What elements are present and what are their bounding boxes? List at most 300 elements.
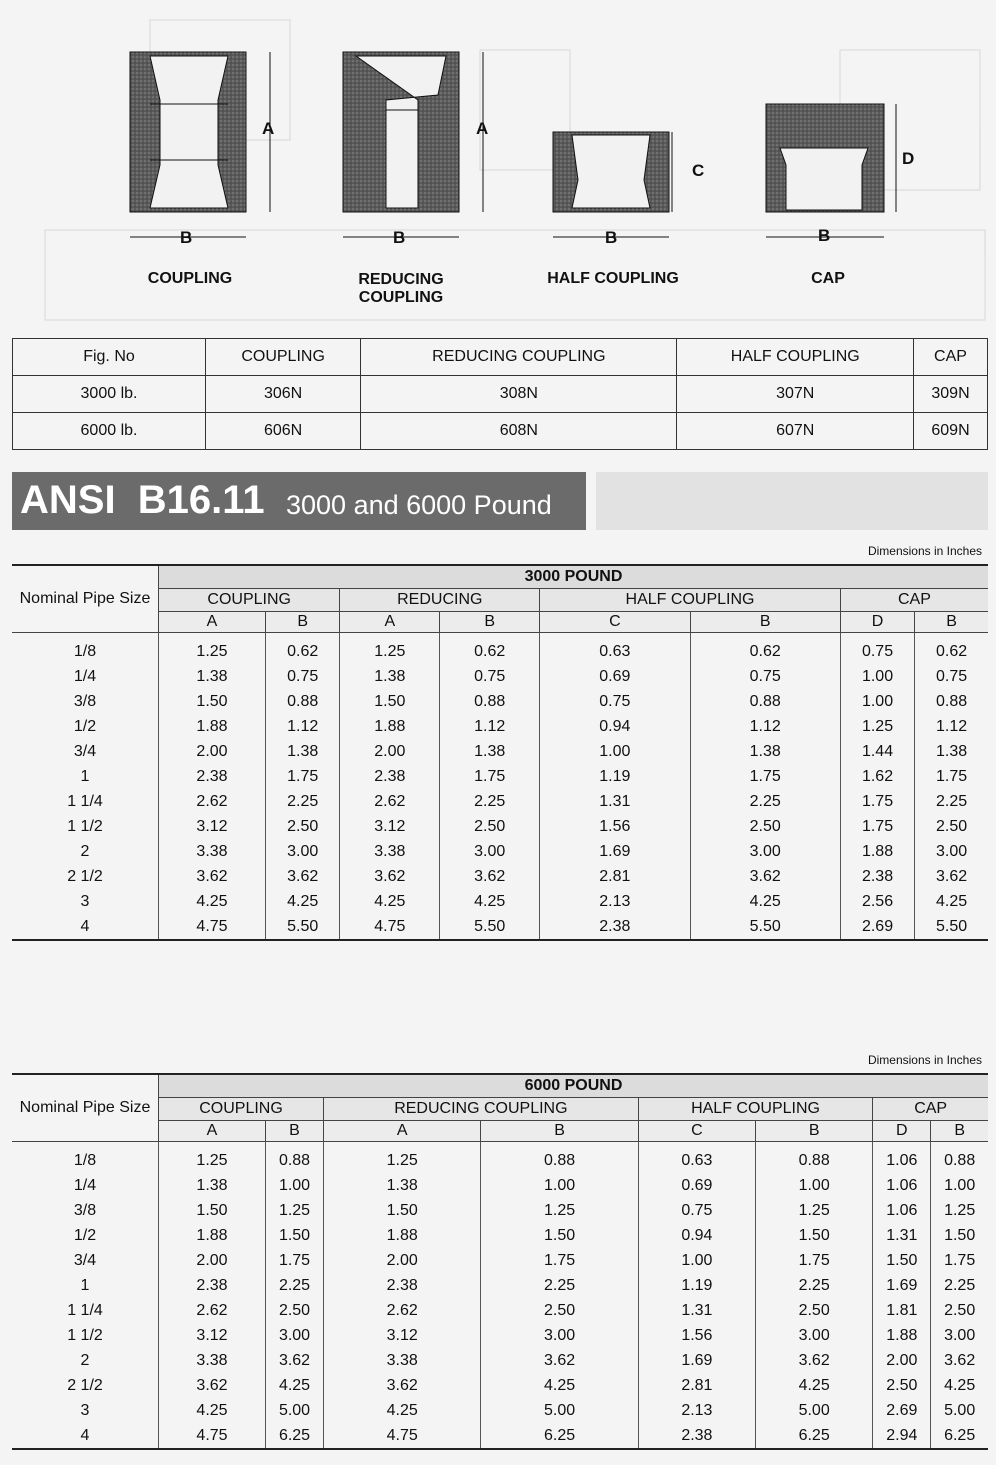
- dimension-cell: 2.50: [931, 1298, 988, 1323]
- dimension-cell: 1.75: [690, 764, 840, 789]
- dimension-cell: 1.75: [931, 1248, 988, 1273]
- dimension-cell: 1.50: [340, 689, 440, 714]
- dimension-cell: 2.25: [931, 1273, 988, 1298]
- column-header: D: [873, 1121, 931, 1142]
- dimension-cell: 0.88: [440, 689, 540, 714]
- column-header: B: [440, 612, 540, 633]
- dimension-cell: 1.38: [915, 739, 988, 764]
- dimension-cell: 3.00: [690, 839, 840, 864]
- reducing-coupling-caption: REDUCING COUPLING: [358, 271, 444, 306]
- dimension-cell: 1.69: [873, 1273, 931, 1298]
- half-coupling-drawing: [553, 132, 672, 237]
- dimension-cell: 3.38: [340, 839, 440, 864]
- table-row: [12, 689, 988, 714]
- dimension-cell: 2.50: [266, 814, 340, 839]
- banner-subtitle: 3000 and 6000 Pound: [286, 490, 552, 520]
- dimension-cell: 1.38: [159, 1173, 266, 1198]
- table-row: [12, 1198, 988, 1223]
- dimension-cell: 1.00: [266, 1173, 324, 1198]
- dimension-cell: 2.00: [324, 1248, 481, 1273]
- dimension-cell: 2.62: [159, 1298, 266, 1323]
- group-header: CAP: [840, 589, 988, 612]
- dimension-cell: 1.25: [840, 714, 914, 739]
- dimension-cell: 2.69: [873, 1398, 931, 1423]
- dimension-cell: 1.25: [159, 633, 266, 665]
- fitting-diagrams: [0, 0, 996, 330]
- column-header: A: [340, 612, 440, 633]
- dimension-cell: 1.69: [638, 1348, 755, 1373]
- dimension-cell: 3.00: [266, 839, 340, 864]
- nominal-pipe-size-header: Nominal Pipe Size: [12, 565, 159, 633]
- dimension-cell: 1.81: [873, 1298, 931, 1323]
- dimension-cell: 1.25: [159, 1142, 266, 1174]
- dimension-cell: 4.25: [440, 889, 540, 914]
- table-row: [13, 376, 988, 413]
- dimension-cell: 1.75: [840, 814, 914, 839]
- table-row: [12, 889, 988, 914]
- table-header-row: [13, 339, 988, 376]
- dimension-cell: 2.50: [873, 1373, 931, 1398]
- dimension-cell: 3.62: [481, 1348, 638, 1373]
- dimension-cell: 4.25: [690, 889, 840, 914]
- dimension-cell: 1.00: [840, 689, 914, 714]
- dimension-cell: 2.38: [159, 764, 266, 789]
- dimension-cell: 3.12: [159, 1323, 266, 1348]
- table-cell: 308N: [361, 376, 677, 413]
- dimension-cell: 2.62: [324, 1298, 481, 1323]
- dimension-cell: 2.50: [915, 814, 988, 839]
- dimension-cell: 5.00: [931, 1398, 988, 1423]
- dimension-cell: 0.88: [266, 689, 340, 714]
- pipe-size-cell: 1 1/4: [67, 1301, 103, 1319]
- dimension-cell: 4.25: [915, 889, 988, 914]
- cap-dim-b: B: [818, 226, 831, 245]
- dimension-cell: 1.00: [840, 664, 914, 689]
- dimension-cell: 1.00: [540, 739, 690, 764]
- dimension-cell: 0.63: [540, 633, 690, 665]
- dimension-cell: 4.75: [340, 914, 440, 940]
- dimension-cell: 2.38: [324, 1273, 481, 1298]
- group-header: COUPLING: [159, 1098, 324, 1121]
- dimension-cell: 2.81: [540, 864, 690, 889]
- pipe-size-cell: 1/8: [73, 642, 97, 660]
- dimension-cell: 1.06: [873, 1173, 931, 1198]
- table-cell: 307N: [677, 376, 914, 413]
- dimension-cell: 2.25: [440, 789, 540, 814]
- table-row: [12, 814, 988, 839]
- pipe-size-cell: 1/4: [73, 667, 97, 685]
- dimension-cell: 5.00: [756, 1398, 873, 1423]
- dimension-cell: 0.75: [840, 633, 914, 665]
- dimension-cell: 1.56: [540, 814, 690, 839]
- dimension-cell: 2.25: [756, 1273, 873, 1298]
- dimension-cell: 0.88: [756, 1142, 873, 1174]
- table-cell: 607N: [677, 413, 914, 450]
- dimension-cell: 1.19: [540, 764, 690, 789]
- dimension-cell: 1.12: [266, 714, 340, 739]
- dimension-cell: 1.88: [159, 1223, 266, 1248]
- dimension-cell: 3.62: [690, 864, 840, 889]
- dimension-cell: 2.62: [340, 789, 440, 814]
- dimension-cell: 2.56: [840, 889, 914, 914]
- dimension-cell: 1.12: [915, 714, 988, 739]
- dimension-cell: 0.62: [690, 633, 840, 665]
- dimension-cell: 2.25: [266, 789, 340, 814]
- dimension-cell: 4.25: [324, 1398, 481, 1423]
- header-cell: HALF COUPLING: [677, 339, 914, 376]
- dimension-cell: 0.88: [266, 1142, 324, 1174]
- table-cell: 6000 lb.: [13, 413, 206, 450]
- dimension-cell: 1.50: [756, 1223, 873, 1248]
- dimension-cell: 1.06: [873, 1198, 931, 1223]
- table-row: [12, 1423, 988, 1449]
- dimension-cell: 3.62: [159, 864, 266, 889]
- dimension-cell: 5.50: [915, 914, 988, 940]
- dimension-cell: 1.50: [481, 1223, 638, 1248]
- dimension-cell: 4.25: [266, 1373, 324, 1398]
- pound-rating-header: 3000 POUND: [159, 565, 989, 589]
- coupling-drawing: [130, 52, 270, 237]
- dimension-cell: 0.88: [931, 1142, 988, 1174]
- dimension-cell: 1.50: [931, 1223, 988, 1248]
- dimension-cell: 3.62: [915, 864, 988, 889]
- header-cell: CAP: [914, 339, 988, 376]
- dimension-cell: 4.75: [159, 914, 266, 940]
- pipe-size-cell: 2: [80, 1351, 90, 1369]
- pipe-size-cell: 1/8: [73, 1151, 97, 1169]
- dimension-cell: 1.75: [840, 789, 914, 814]
- dimension-cell: 3.38: [159, 839, 266, 864]
- dimension-cell: 5.00: [266, 1398, 324, 1423]
- dimension-cell: 1.50: [324, 1198, 481, 1223]
- column-header: A: [324, 1121, 481, 1142]
- column-header: B: [690, 612, 840, 633]
- table-row: [12, 664, 988, 689]
- column-header: B: [481, 1121, 638, 1142]
- table-row: [12, 914, 988, 940]
- banner-ghost-strip: [596, 472, 988, 530]
- dimension-cell: 2.81: [638, 1373, 755, 1398]
- reducing-coupling-drawing: [343, 52, 483, 237]
- dimension-cell: 0.62: [915, 633, 988, 665]
- table-cell: 3000 lb.: [13, 376, 206, 413]
- pipe-size-cell: 4: [80, 1426, 90, 1444]
- dimension-cell: 2.25: [915, 789, 988, 814]
- table-row: [12, 1248, 988, 1273]
- dimension-table-6000: [12, 1073, 988, 1450]
- table-row: [12, 1398, 988, 1423]
- dimension-cell: 0.75: [266, 664, 340, 689]
- cap-caption: CAP: [811, 270, 845, 287]
- dimension-cell: 1.00: [638, 1248, 755, 1273]
- dimension-cell: 3.38: [324, 1348, 481, 1373]
- dimension-cell: 1.25: [324, 1142, 481, 1174]
- dimension-cell: 3.62: [756, 1348, 873, 1373]
- pipe-size-cell: 1: [80, 767, 90, 785]
- table-row: [12, 1348, 988, 1373]
- dimension-cell: 2.38: [340, 764, 440, 789]
- column-header: A: [159, 612, 266, 633]
- table-row: [12, 1373, 988, 1398]
- dimension-cell: 2.38: [840, 864, 914, 889]
- dimension-cell: 1.50: [159, 689, 266, 714]
- dimension-cell: 1.38: [266, 739, 340, 764]
- table-row: [12, 1298, 988, 1323]
- banner-title: ANSI B16.11: [20, 478, 265, 522]
- dimension-cell: 3.00: [915, 839, 988, 864]
- dimension-cell: 2.13: [638, 1398, 755, 1423]
- dimension-cell: 0.75: [690, 664, 840, 689]
- dimension-cell: 2.00: [159, 1248, 266, 1273]
- column-header: C: [638, 1121, 755, 1142]
- dimension-table-3000: [12, 564, 988, 941]
- group-header: REDUCING: [340, 589, 540, 612]
- dimension-cell: 4.25: [266, 889, 340, 914]
- column-header: B: [931, 1121, 988, 1142]
- dimension-cell: 3.62: [931, 1348, 988, 1373]
- dimension-cell: 1.38: [440, 739, 540, 764]
- dimension-cell: 1.00: [756, 1173, 873, 1198]
- dimension-cell: 3.62: [440, 864, 540, 889]
- column-header: B: [266, 612, 340, 633]
- dimension-cell: 1.50: [159, 1198, 266, 1223]
- dimension-cell: 4.25: [159, 889, 266, 914]
- dimension-cell: 3.62: [266, 864, 340, 889]
- table-row: [12, 714, 988, 739]
- table-row: [12, 739, 988, 764]
- dimension-cell: 3.00: [266, 1323, 324, 1348]
- table-cell: 608N: [361, 413, 677, 450]
- table-row: [12, 839, 988, 864]
- dimension-cell: 2.00: [159, 739, 266, 764]
- dimension-cell: 2.38: [540, 914, 690, 940]
- dimension-cell: 2.25: [481, 1273, 638, 1298]
- column-header: A: [159, 1121, 266, 1142]
- dimension-cell: 1.12: [690, 714, 840, 739]
- dimension-cell: 1.75: [756, 1248, 873, 1273]
- dimension-cell: 3.62: [324, 1373, 481, 1398]
- reducing-dim-a: A: [476, 119, 489, 138]
- dimension-cell: 1.31: [638, 1298, 755, 1323]
- dimension-cell: 1.00: [931, 1173, 988, 1198]
- group-header: COUPLING: [159, 589, 340, 612]
- pipe-size-cell: 3: [80, 1401, 90, 1419]
- dimension-cell: 3.38: [159, 1348, 266, 1373]
- dimension-cell: 0.75: [638, 1198, 755, 1223]
- dimension-cell: 0.94: [540, 714, 690, 739]
- dimension-cell: 6.25: [481, 1423, 638, 1449]
- column-header: B: [756, 1121, 873, 1142]
- dimension-cell: 4.25: [931, 1373, 988, 1398]
- column-header: D: [840, 612, 914, 633]
- dimension-cell: 2.62: [159, 789, 266, 814]
- dimension-cell: 4.75: [159, 1423, 266, 1449]
- header-cell: Fig. No: [13, 339, 206, 376]
- dimension-cell: 5.50: [440, 914, 540, 940]
- pipe-size-cell: 1/4: [73, 1176, 97, 1194]
- table-row: [13, 413, 988, 450]
- pipe-size-cell: 1/2: [73, 1226, 97, 1244]
- dimension-cell: 1.06: [873, 1142, 931, 1174]
- figure-number-table: [12, 338, 988, 450]
- table-row: [12, 764, 988, 789]
- dimension-cell: 1.31: [873, 1223, 931, 1248]
- dimension-cell: 5.50: [690, 914, 840, 940]
- dimension-cell: 1.56: [638, 1323, 755, 1348]
- pipe-size-cell: 1 1/4: [67, 792, 103, 810]
- dimension-cell: 4.25: [159, 1398, 266, 1423]
- dimension-cell: 0.63: [638, 1142, 755, 1174]
- dimension-cell: 5.00: [481, 1398, 638, 1423]
- dimension-cell: 1.38: [340, 664, 440, 689]
- dimension-cell: 2.25: [266, 1273, 324, 1298]
- dimension-cell: 4.25: [481, 1373, 638, 1398]
- table-row: [12, 1142, 988, 1174]
- dimension-cell: 1.75: [915, 764, 988, 789]
- dimension-cell: 1.69: [540, 839, 690, 864]
- pipe-size-cell: 3/4: [73, 742, 97, 760]
- dimension-cell: 0.88: [690, 689, 840, 714]
- dimension-cell: 1.88: [340, 714, 440, 739]
- dimension-cell: 2.50: [481, 1298, 638, 1323]
- dimension-cell: 3.00: [481, 1323, 638, 1348]
- dimension-cell: 0.69: [540, 664, 690, 689]
- pipe-size-cell: 2 1/2: [67, 867, 103, 885]
- dimension-cell: 0.75: [915, 664, 988, 689]
- dimension-cell: 4.25: [340, 889, 440, 914]
- dimension-cell: 1.25: [481, 1198, 638, 1223]
- dimension-cell: 1.88: [840, 839, 914, 864]
- dimension-cell: 2.25: [690, 789, 840, 814]
- coupling-dim-a: A: [262, 119, 275, 138]
- dimension-cell: 1.75: [481, 1248, 638, 1273]
- column-header: B: [915, 612, 988, 633]
- group-header: HALF COUPLING: [540, 589, 841, 612]
- table-row: [12, 633, 988, 665]
- dimension-cell: 2.50: [266, 1298, 324, 1323]
- dimension-cell: 1.75: [266, 1248, 324, 1273]
- pipe-size-cell: 3: [80, 892, 90, 910]
- reducing-dim-b: B: [393, 228, 406, 247]
- dimension-cell: 3.00: [931, 1323, 988, 1348]
- dimension-cell: 1.62: [840, 764, 914, 789]
- dimension-cell: 3.62: [340, 864, 440, 889]
- dimension-cell: 1.00: [481, 1173, 638, 1198]
- dimension-cell: 3.00: [756, 1323, 873, 1348]
- dimension-cell: 2.94: [873, 1423, 931, 1449]
- pipe-size-cell: 4: [80, 917, 90, 935]
- dimension-cell: 1.88: [873, 1323, 931, 1348]
- header-cell: COUPLING: [206, 339, 361, 376]
- dimension-cell: 1.88: [324, 1223, 481, 1248]
- half-coupling-dim-c: C: [692, 161, 705, 180]
- dimension-cell: 0.69: [638, 1173, 755, 1198]
- dimension-cell: 1.25: [340, 633, 440, 665]
- pipe-size-cell: 2 1/2: [67, 1376, 103, 1394]
- dimension-cell: 1.25: [756, 1198, 873, 1223]
- pipe-size-cell: 3/4: [73, 1251, 97, 1269]
- units-note: Dimensions in Inches: [867, 1053, 982, 1067]
- nominal-pipe-size-header: Nominal Pipe Size: [12, 1074, 159, 1142]
- dimension-cell: 3.00: [440, 839, 540, 864]
- dimension-cell: 6.25: [756, 1423, 873, 1449]
- dimension-cell: 2.00: [340, 739, 440, 764]
- pipe-size-cell: 1: [80, 1276, 90, 1294]
- dimension-cell: 1.50: [266, 1223, 324, 1248]
- dimension-cell: 1.25: [931, 1198, 988, 1223]
- dimension-cell: 3.12: [340, 814, 440, 839]
- dimension-cell: 2.38: [159, 1273, 266, 1298]
- table-row: [12, 1173, 988, 1198]
- dimension-cell: 5.50: [266, 914, 340, 940]
- coupling-dim-b: B: [180, 228, 193, 247]
- dimension-cell: 1.44: [840, 739, 914, 764]
- dimension-cell: 2.69: [840, 914, 914, 940]
- dimension-cell: 2.50: [690, 814, 840, 839]
- dimension-cell: 1.19: [638, 1273, 755, 1298]
- dimension-cell: 3.62: [266, 1348, 324, 1373]
- dimension-cell: 0.75: [440, 664, 540, 689]
- pipe-size-cell: 2: [80, 842, 90, 860]
- column-header: B: [266, 1121, 324, 1142]
- group-header: HALF COUPLING: [638, 1098, 873, 1121]
- dimension-cell: 1.38: [159, 664, 266, 689]
- dimension-cell: 2.13: [540, 889, 690, 914]
- dimension-cell: 0.88: [481, 1142, 638, 1174]
- dimension-cell: 0.62: [266, 633, 340, 665]
- dimension-cell: 6.25: [931, 1423, 988, 1449]
- dimension-cell: 1.75: [266, 764, 340, 789]
- dimension-cell: 1.75: [440, 764, 540, 789]
- pipe-size-cell: 3/8: [73, 1201, 97, 1219]
- dimension-cell: 1.38: [690, 739, 840, 764]
- dimension-cell: 1.38: [324, 1173, 481, 1198]
- dimension-cell: 1.25: [266, 1198, 324, 1223]
- dimension-cell: 2.50: [440, 814, 540, 839]
- header-cell: REDUCING COUPLING: [361, 339, 677, 376]
- section-banner: [12, 472, 586, 530]
- cap-dim-d: D: [902, 149, 915, 168]
- dimension-cell: 4.25: [756, 1373, 873, 1398]
- table-cell: 609N: [914, 413, 988, 450]
- dimension-cell: 2.00: [873, 1348, 931, 1373]
- dimension-cell: 0.88: [915, 689, 988, 714]
- pipe-size-cell: 1 1/2: [67, 1326, 103, 1344]
- half-coupling-caption: HALF COUPLING: [547, 270, 679, 287]
- table-row: [12, 1323, 988, 1348]
- table-cell: 309N: [914, 376, 988, 413]
- table-cell: 306N: [206, 376, 361, 413]
- table-row: [12, 1223, 988, 1248]
- half-coupling-dim-b: B: [605, 228, 618, 247]
- dimension-cell: 3.12: [159, 814, 266, 839]
- table-row: [12, 1273, 988, 1298]
- dimension-cell: 1.88: [159, 714, 266, 739]
- dimension-cell: 0.62: [440, 633, 540, 665]
- pipe-size-cell: 1 1/2: [67, 817, 103, 835]
- pipe-size-cell: 3/8: [73, 692, 97, 710]
- dimension-cell: 2.50: [756, 1298, 873, 1323]
- dimension-cell: 1.12: [440, 714, 540, 739]
- pipe-size-cell: 1/2: [73, 717, 97, 735]
- dimension-cell: 4.75: [324, 1423, 481, 1449]
- group-header: REDUCING COUPLING: [324, 1098, 639, 1121]
- pound-rating-header: 6000 POUND: [159, 1074, 989, 1098]
- table-cell: 606N: [206, 413, 361, 450]
- column-header: C: [540, 612, 690, 633]
- table-row: [12, 864, 988, 889]
- dimension-cell: 1.31: [540, 789, 690, 814]
